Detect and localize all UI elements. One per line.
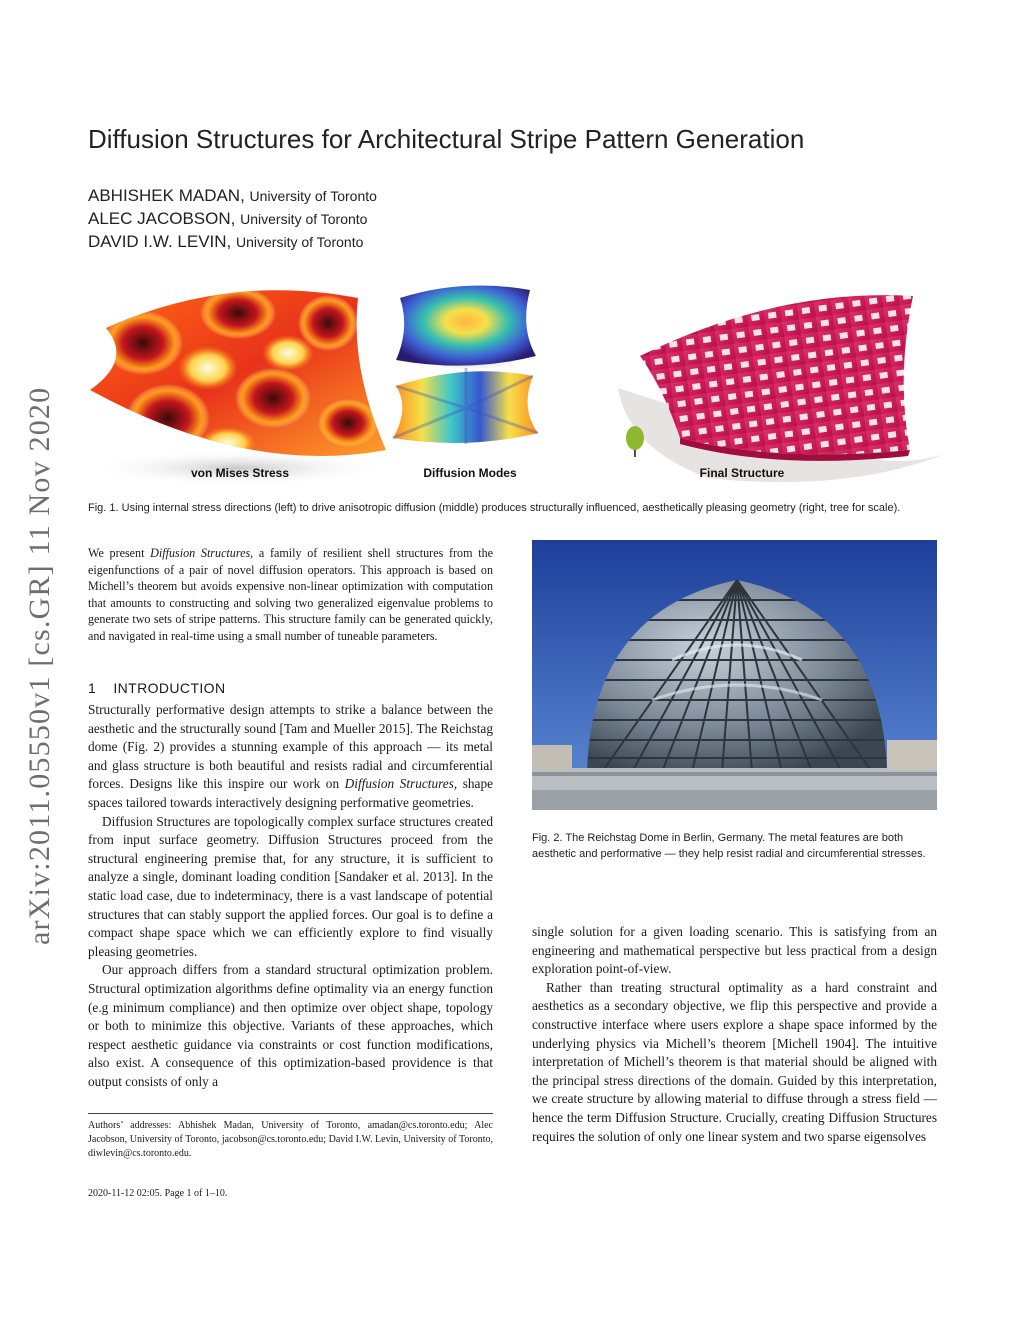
author-name: ABHISHEK MADAN, — [88, 186, 245, 205]
author-name: ALEC JACOBSON, — [88, 209, 236, 228]
figure-1-caption: Fig. 1. Using internal stress directions (left) to drive anisotropic diffusion (middle) produces structurally influenced, aesthetically pleasing geometry (right, tree for scale). — [88, 502, 901, 514]
page-footer: 2020-11-12 02:05. Page 1 of 1–10. — [88, 1188, 228, 1199]
final-structure — [618, 295, 948, 482]
intro-p1-post: , shape spaces tailored towards interactively designing performative geometries. — [88, 776, 493, 810]
figure-1-label-final: Final Structure — [699, 466, 785, 480]
abstract — [88, 545, 493, 645]
author-name: DAVID I.W. LEVIN, — [88, 232, 232, 251]
right-paragraph-1: single solution for a given loading scenario. This is satisfying from an engineering and mathematical perspective but less practical from a design exploration point-of-view. — [532, 924, 937, 977]
author-affiliation: University of Toronto — [236, 234, 364, 250]
author-3 — [88, 232, 363, 252]
abstract-text-pre: We present — [88, 546, 151, 560]
author-affiliation: University of Toronto — [249, 188, 377, 204]
figure-2-caption: Fig. 2. The Reichstag Dome in Berlin, Germany. The metal features are both aesthetic and performative — they help resist radial and circumferential stresses. — [532, 832, 926, 860]
section-heading — [88, 680, 225, 696]
section-number: 1 — [88, 680, 97, 696]
figure-1-label-modes: Diffusion Modes — [423, 466, 517, 480]
von-mises-surface — [88, 287, 388, 486]
figure-1-label-stress: von Mises Stress — [190, 466, 290, 480]
authors-footnote: Authors’ addresses: Abhishek Madan, University of Toronto, amadan@cs.toronto.edu; Alec Jacobson, University of Toronto, jacobson@cs.toronto.edu; David I.W. Levin, University of Toronto, diwlevin@cs.toronto.edu. — [88, 1120, 493, 1159]
abstract-emphasis: Diffusion Structures — [150, 546, 251, 560]
intro-paragraph-3: Our approach differs from a standard structural optimization problem. Structural optimization algorithms define optimality via an energy function (e.g minimum compliance) and then optimize over object shape, topology or both to minimize this objective. Variants of these approaches, which respect aesthetic guidance via constraints or cost function modifications, also exist. A consequence of this optimization-based providence is that output consists of only a — [88, 962, 493, 1089]
intro-paragraph-2: Diffusion Structures are topologically complex surface structures created from input surface geometry. Diffusion Structures proceed from the structural engineering premise that, for any structure, it is sufficient to analyze a single, dominant loading condition [Sandaker et al. 2013]. In the static load case, due to indeterminacy, there is a vast landscape of potential structures that can stably support the applied forces. Our goal is to define a compact shape space which we can efficiently explore to find visually pleasing geometries. — [88, 813, 493, 959]
section-title: INTRODUCTION — [113, 680, 226, 696]
footnote-rule — [88, 1113, 493, 1114]
intro-p1-emphasis: Diffusion Structures — [344, 776, 454, 792]
abstract-text-post: , a family of resilient shell structures from the eigenfunctions of a pair of novel diffusion operators. This approach is based on Michell’s theorem but avoids expensive non-linear optimization with computation that amounts to constructing and solving two generalized eigenvalue problems to generate two sets of stripe patterns. This structure family can be generated quickly, and navigated in real-time using a small number of tuneable parameters. — [88, 546, 493, 643]
right-column — [532, 923, 937, 1146]
intro-paragraph-1 — [88, 701, 493, 813]
figure-1 — [88, 268, 948, 498]
paper-title: Diffusion Structures for Architectural Stripe Pattern Generation — [88, 124, 805, 154]
tree-icon — [626, 426, 644, 450]
author-2 — [88, 209, 367, 229]
arxiv-stamp: arXiv:2011.05550v1 [cs.GR] 11 Nov 2020 — [23, 386, 56, 945]
diffusion-mode-bottom — [393, 368, 538, 444]
intro-left-column — [88, 701, 493, 1091]
right-paragraph-2: Rather than treating structural optimality as a hard constraint and aesthetics as a secondary objective, we flip this perspective and provide a constructive interface where users explore a shape space informed by the underlying physics via Michell’s theorem [Michell 1904]. The intuitive interpretation of Michell’s theorem is that material should be aligned with the principal stress directions of the domain. Guided by this interpretation, we create structure by allowing material to diffuse through a stress field — hence the term Diffusion Structure. Crucially, creating Diffusion Structures requires the solution of only one linear system and two sparse eigensolves — [532, 979, 937, 1144]
figure-2-reichstag-photo — [532, 540, 937, 810]
intro-p1-pre: Structurally performative design attempts to strike a balance between the aesthetic and the structurally sound [Tam and Mueller 2015]. The Reichstag dome (Fig. 2) provides a stunning example of this approach — its metal and glass structure is both beautiful and resists radial and circumferential forces. Designs like this inspire our work on — [88, 702, 493, 792]
author-1 — [88, 186, 377, 206]
diffusion-mode-top — [396, 286, 536, 372]
author-affiliation: University of Toronto — [240, 211, 368, 227]
